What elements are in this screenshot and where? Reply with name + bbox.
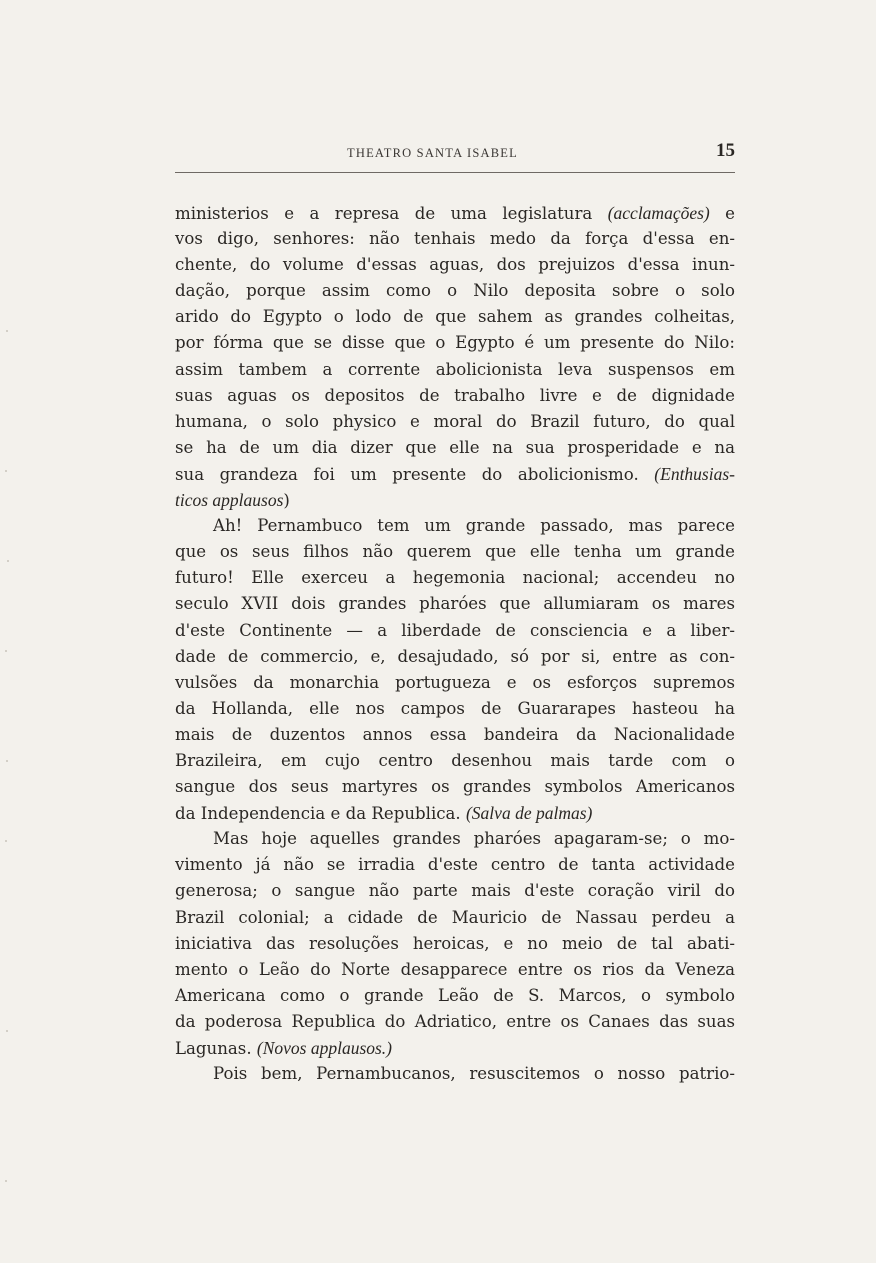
line-italic-text: ticos applausos: [175, 490, 284, 511]
line-text: ministerios e a represa de uma legislatura: [175, 204, 608, 223]
text-line: [175, 931, 735, 957]
text-line: [175, 957, 735, 983]
line-text: dade de commercio, e, desajudado, só por si, entre as con-: [175, 646, 735, 666]
line-text: Brazileira, em cujo centro desenhou mais tarde com o: [175, 750, 735, 770]
line-text: sangue dos seus martyres os grandes symbolos Americanos: [175, 777, 735, 797]
line-text: futuro! Elle exerceu a hegemonia nacional; accendeu no: [175, 568, 735, 588]
text-line: [175, 409, 735, 435]
text-line: [175, 252, 735, 278]
line-text: assim tambem a corrente abolicionista leva suspensos em: [175, 359, 735, 379]
line-text: Mas hoje aquelles grandes pharóes apagaram-se; o mo-: [213, 829, 735, 849]
line-after-text: e: [709, 204, 735, 223]
text-line: [175, 774, 735, 800]
text-line: [175, 513, 735, 539]
text-line: [175, 800, 735, 826]
text-line: [175, 226, 735, 252]
line-text: Pois bem, Pernambucanos, resuscitemos o nosso patrio-: [213, 1064, 735, 1084]
text-line: [175, 983, 735, 1009]
text-line: [175, 670, 735, 696]
text-line: [175, 696, 735, 722]
line-text: seculo XVII dois grandes pharóes que allumiaram os mares: [175, 594, 735, 614]
line-text: da poderosa Republica do Adriatico, entre os Canaes das suas: [175, 1011, 735, 1031]
line-italic-text: (acclamações): [607, 203, 710, 223]
text-line: [175, 722, 735, 748]
text-line: [175, 826, 735, 852]
line-text: suas aguas os depositos de trabalho livre e de dignidade: [175, 385, 735, 405]
line-text: vimento já não se irradia d'este centro de tanta actividade: [175, 855, 735, 875]
line-italic-text: (Salva de palmas): [465, 803, 593, 824]
line-text: humana, o solo physico e moral do Brazil futuro, do qual: [175, 411, 735, 431]
line-text: d'este Continente — a liberdade de consciencia e a liber-: [175, 620, 735, 640]
line-after-text: ): [283, 491, 290, 511]
text-line: [175, 1009, 735, 1035]
text-line: [175, 1061, 735, 1087]
text-line: [175, 278, 735, 304]
line-text: sua grandeza foi um presente do abolicionismo.: [175, 464, 655, 484]
line-text: se ha de um dia dizer que elle na sua prosperidade e na: [175, 437, 735, 457]
text-line: [175, 565, 735, 591]
text-line: [175, 383, 735, 409]
text-line: [175, 539, 735, 565]
line-italic-text: (Enthusias-: [654, 463, 735, 484]
running-title: THEATRO SANTA ISABEL: [347, 146, 518, 160]
line-text: da Independencia e da Republica.: [175, 804, 466, 824]
line-text: que os seus filhos não querem que elle tenha um grande: [175, 542, 735, 562]
line-text: mento o Leão do Norte desapparece entre os rios da Veneza: [175, 959, 735, 979]
line-text: arido do Egypto o lodo de que sahem as grandes colheitas,: [175, 307, 735, 327]
text-line: [175, 435, 735, 461]
text-line: [175, 644, 735, 670]
line-text: mais de duzentos annos essa bandeira da Nacionalidade: [175, 724, 735, 744]
text-line: [175, 330, 735, 356]
line-text: Lagunas.: [175, 1039, 257, 1058]
header-rule: [175, 172, 735, 173]
line-text: Ah! Pernambuco tem um grande passado, mas parece: [213, 516, 735, 536]
line-italic-text: (Novos applausos.): [256, 1038, 393, 1058]
line-text: vos digo, senhores: não tenhais medo da força d'essa en-: [175, 229, 735, 249]
text-line: [175, 461, 735, 487]
text-line: [175, 878, 735, 904]
line-text: Brazil colonial; a cidade de Mauricio de Nassau perdeu a: [175, 907, 735, 927]
text-line: [175, 591, 735, 617]
line-text: dação, porque assim como o Nilo deposita sobre o solo: [175, 281, 735, 301]
text-line: [175, 200, 735, 226]
line-text: por fórma que se disse que o Egypto é um presente do Nilo:: [175, 333, 735, 353]
text-line: [175, 357, 735, 383]
text-line: [175, 905, 735, 931]
body-text: [175, 200, 735, 1087]
running-head: [175, 140, 735, 168]
line-text: Americana como o grande Leão de S. Marcos, o symbolo: [175, 985, 735, 1005]
text-line: [175, 618, 735, 644]
line-text: da Hollanda, elle nos campos de Guararapes hasteou ha: [175, 698, 735, 718]
text-line: [175, 1035, 735, 1061]
text-line: [175, 852, 735, 878]
line-text: iniciativa das resoluções heroicas, e no meio de tal abati-: [175, 933, 735, 953]
text-line: [175, 304, 735, 330]
line-text: chente, do volume d'essas aguas, dos prejuizos d'essa inun-: [175, 255, 735, 275]
line-text: vulsões da monarchia portugueza e os esforços supremos: [175, 672, 735, 692]
page-number: 15: [716, 140, 735, 161]
text-line: [175, 487, 735, 513]
text-line: [175, 748, 735, 774]
line-text: generosa; o sangue não parte mais d'este coração viril do: [175, 881, 735, 901]
